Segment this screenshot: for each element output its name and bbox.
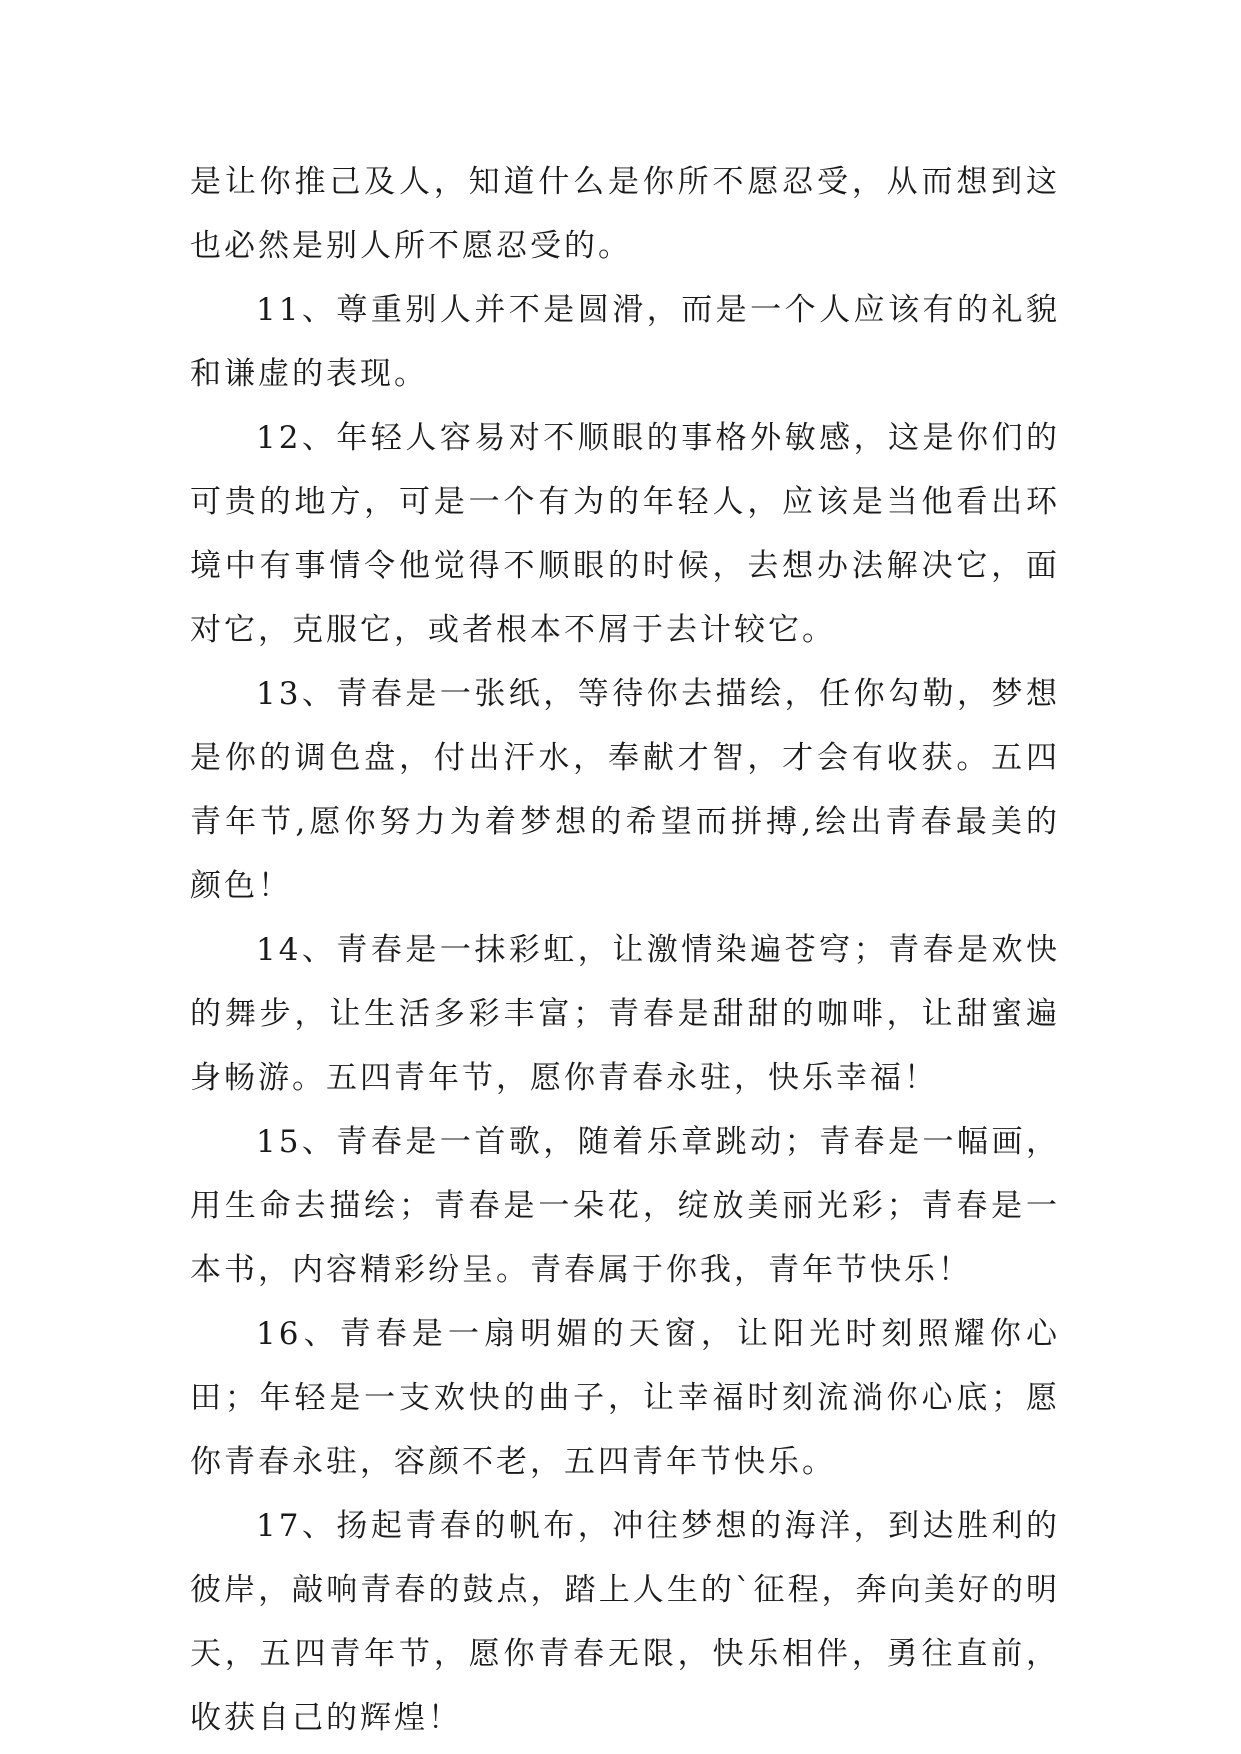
- document-page: [190, 150, 1060, 1750]
- paragraph-15: 15、青春是一首歌，随着乐章跳动；青春是一幅画，用生命去描绘；青春是一朵花，绽放美丽光彩；青春是一本书，内容精彩纷呈。青春属于你我，青年节快乐！: [190, 1124, 1060, 1288]
- paragraph-continuation: 是让你推己及人，知道什么是你所不愿忍受，从而想到这也必然是别人所不愿忍受的。: [190, 164, 1060, 264]
- paragraph-16: 16、青春是一扇明媚的天窗，让阳光时刻照耀你心田；年轻是一支欢快的曲子，让幸福时刻流淌你心底；愿你青春永驻，容颜不老，五四青年节快乐。: [190, 1316, 1060, 1480]
- paragraph-17: 17、扬起青春的帆布，冲往梦想的海洋，到达胜利的彼岸，敲响青春的鼓点，踏上人生的`征程，奔向美好的明天，五四青年节，愿你青春无限，快乐相伴，勇往直前，收获自己的辉煌！: [190, 1508, 1060, 1736]
- paragraph-11: 11、尊重别人并不是圆滑，而是一个人应该有的礼貌和谦虚的表现。: [190, 292, 1060, 392]
- paragraph-14: 14、青春是一抹彩虹，让激情染遍苍穹；青春是欢快的舞步，让生活多彩丰富；青春是甜甜的咖啡，让甜蜜遍身畅游。五四青年节，愿你青春永驻，快乐幸福！: [190, 932, 1060, 1096]
- paragraph-12: 12、年轻人容易对不顺眼的事格外敏感，这是你们的可贵的地方，可是一个有为的年轻人，应该是当他看出环境中有事情令他觉得不顺眼的时候，去想办法解决它，面对它，克服它，或者根本不屑于去计较它。: [190, 420, 1060, 648]
- paragraph-13: 13、青春是一张纸，等待你去描绘，任你勾勒，梦想是你的调色盘，付出汗水，奉献才智，才会有收获。五四青年节,愿你努力为着梦想的希望而拼搏,绘出青春最美的颜色！: [190, 676, 1060, 904]
